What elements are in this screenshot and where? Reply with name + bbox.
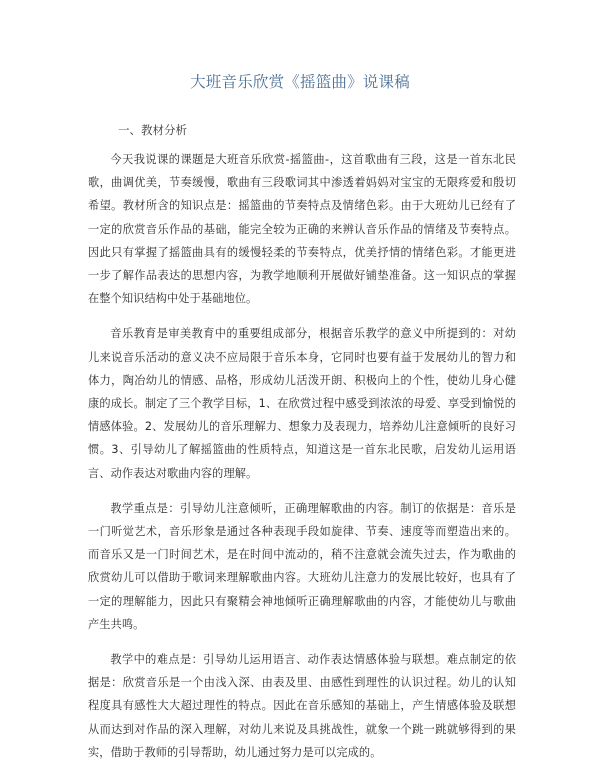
paragraph-2: 音乐教育是审美教育中的重要组成部分，根据音乐教学的意义中所提到的：对幼儿来说音乐活动的意义决不应局限于音乐本身，它同时也要有益于发展幼儿的智力和体力，陶冶幼儿的情感、品格，形成幼儿活泼开朗、积极向上的个性，使幼儿身心健康的成长。制定了三个教学目标，1、在欣赏过程中感受到浓浓的母爱、享受到愉悦的情感体验。2、发展幼儿的音乐理解力、想象力及表现力，培养幼儿注意倾听的良好习惯。3、引导幼儿了解摇篮曲的性质特点，知道这是一首东北民歌，启发幼儿运用语言、动作表达对歌曲内容的理解。 <box>88 327 516 480</box>
section-heading: 一、教材分析 <box>118 123 187 137</box>
paragraph-1: 今天我说课的课题是大班音乐欣赏-摇篮曲-，这首歌曲有三段，这是一首东北民歌，曲调优美，节奏缓慢，歌曲有三段歌词其中渗透着妈妈对宝宝的无限疼爱和殷切希望。教材所含的知识点是：摇篮曲的节奏特点及情绪色彩。由于大班幼儿已经有了一定的欣赏音乐作品的基础，能完全较为正确的来辨认音乐作品的情绪及节奏特点。因此只有掌握了摇篮曲具有的缓慢轻柔的节奏特点，优美抒情的情绪色彩。才能更进一步了解作品表达的思想内容，为教学地顺利开展做好铺垫准备。这一知识点的掌握在整个知识结构中处于基础地位。 <box>88 153 516 306</box>
paragraph-3: 教学重点是：引导幼儿注意倾听，正确理解歌曲的内容。制订的依据是：音乐是一门听觉艺术，音乐形象是通过各种表现手段如旋律、节奏、速度等而塑造出来的。而音乐又是一门时间艺术，是在时间中流动的，稍不注意就会流失过去，作为歌曲的欣赏幼儿可以借助于歌词来理解歌曲内容。大班幼儿注意力的发展比较好，也具有了一定的理解能力，因此只有聚精会神地倾听正确理解歌曲的内容，才能使幼儿与歌曲产生共鸣。 <box>88 501 516 631</box>
paragraph-4: 教学中的难点是：引导幼儿运用语言、动作表达情感体验与联想。难点制定的依据是：欣赏音乐是一个由浅入深、由表及里、由感性到理性的认识过程。幼儿的认知程度具有感性大大超过理性的特点。因此在音乐感知的基础上，产生情感体验及联想从而达到对作品的深入理解，对幼儿来说及具挑战性，就象一个跳一跳就够得到的果实，借助于教师的引导帮助，幼儿通过努力是可以完成的。 <box>88 653 516 759</box>
document-body <box>88 148 516 776</box>
document-title: 大班音乐欣赏《摇篮曲》说课稿 <box>190 73 410 91</box>
